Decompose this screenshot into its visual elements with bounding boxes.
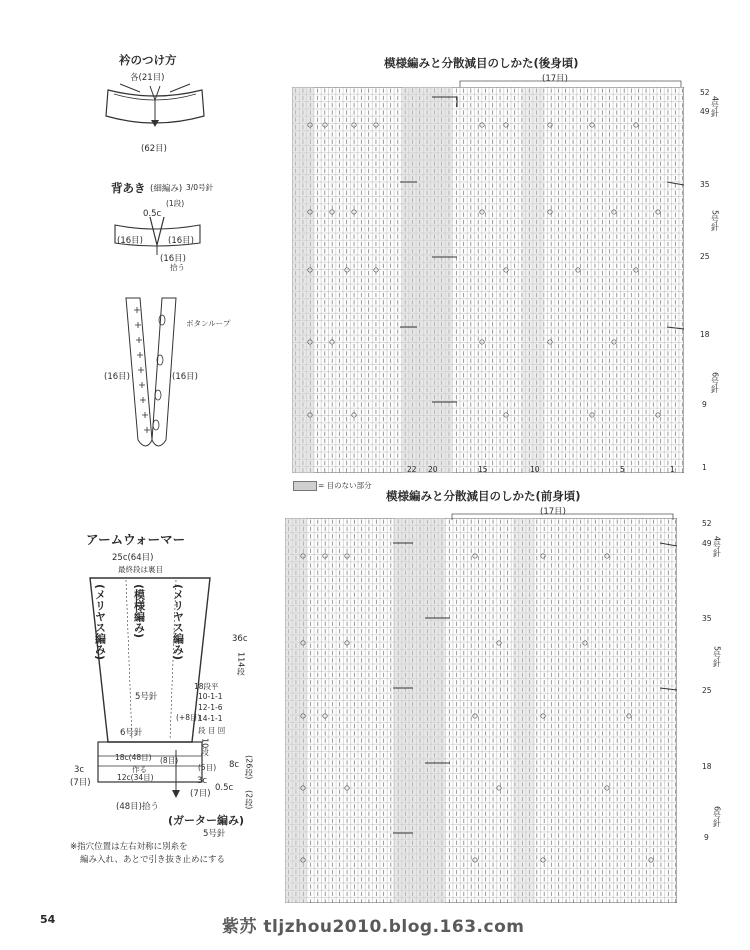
legend-swatch (293, 481, 317, 491)
back-knitting-chart (292, 87, 684, 473)
back-opening-right-count: (16目) (168, 236, 194, 246)
arm-warmer-rows-26: (26段) (244, 755, 254, 780)
back-needle-5: 5号針 (710, 210, 720, 232)
arm-warmer-garter-needle: 5号針 (203, 829, 226, 839)
back-col-15: 15 (478, 465, 488, 474)
back-chart-count: (17目) (542, 74, 568, 84)
legend-text: = 目のない部分 (318, 481, 372, 490)
back-col-10: 10 (530, 465, 540, 474)
front-needle-5: 5号針 (712, 646, 722, 668)
front-chart-title: 模様編みと分散減目のしかた(前身頃) (386, 489, 581, 503)
back-row-1: 1 (702, 463, 707, 472)
arm-warmer-count-34: 12c(34目) (117, 773, 154, 782)
front-row-9: 9 (704, 833, 709, 842)
collar-bottom-count: (62目) (141, 144, 167, 154)
front-row-18: 18 (702, 762, 712, 771)
arm-warmer-rows-10: 10段 (200, 738, 210, 757)
arm-warmer-last-row: 最終段は裏目 (118, 565, 163, 574)
back-col-20: 20 (428, 465, 438, 474)
placket-right-count: (16目) (172, 372, 198, 382)
arm-warmer-eight: (8目) (160, 756, 179, 765)
back-chart-title: 模様編みと分散減目のしかた(後身頃) (384, 56, 579, 70)
arm-warmer-dec-header: 段 目 回 (198, 726, 226, 735)
arm-warmer-title: アームウォーマー (86, 532, 186, 547)
arm-warmer-meriyasu-left: (メリヤス編み) (93, 584, 107, 661)
back-needle-4: 4号針 (710, 96, 720, 118)
arm-warmer-rows-even: 18段平 (194, 682, 219, 691)
back-col-1: 1 (670, 465, 675, 474)
arm-warmer-pointfive: 0.5c (215, 783, 234, 793)
back-opening-title: 背あき (111, 181, 146, 195)
arm-warmer-left-3c: 3c (74, 765, 85, 775)
button-loop-label: ボタンループ (186, 319, 231, 328)
arm-warmer-top-width: 25c(64目) (112, 553, 154, 563)
back-row-49: 49 (700, 107, 710, 116)
arm-warmer-length: 36c (232, 634, 248, 644)
front-row-35: 35 (702, 614, 712, 623)
back-needle-6: 6号針 (710, 372, 720, 394)
back-row-18: 18 (700, 330, 710, 339)
front-knitting-chart (285, 518, 677, 903)
back-opening-pick-word: 拾う (170, 263, 185, 272)
arm-warmer-meriyasu-right: (メリヤス編み) (171, 584, 185, 661)
collar-title: 衿のつけ方 (119, 53, 177, 67)
back-opening-needle: 3/0号針 (186, 183, 214, 192)
back-opening-left-count: (16目) (117, 236, 143, 246)
arm-warmer-right-3c: 3c (197, 776, 208, 786)
back-row-35: 35 (700, 180, 710, 189)
arm-warmer-plus8: (+8目) (176, 713, 201, 722)
arm-warmer-8c: 8c (229, 760, 240, 770)
arm-warmer-garter: (ガーター編み) (168, 814, 245, 827)
arm-warmer-length-rows: 114段 (236, 652, 246, 676)
back-col-22: 22 (407, 465, 417, 474)
back-row-25: 25 (700, 252, 710, 261)
front-chart-count: (17目) (540, 507, 566, 517)
arm-warmer-needle-5: 5号針 (135, 692, 158, 702)
collar-diagram (100, 80, 210, 140)
arm-warmer-note-2: 編み入れ、あとで引き抜き止めにする (80, 855, 226, 865)
collar-each-count: 各(21目) (130, 73, 165, 83)
arm-warmer-left-7: (7目) (70, 778, 91, 788)
back-col-5: 5 (620, 465, 625, 474)
arm-warmer-right-7: (7目) (190, 789, 211, 799)
watermark: 紫苏 tljzhou2010.blog.163.com (222, 917, 525, 937)
arm-warmer-bottom-pick: (48目)拾う (116, 802, 159, 812)
arm-warmer-dec-3: 14-1-1 (198, 714, 223, 723)
front-row-49: 49 (702, 539, 712, 548)
arm-warmer-note-1: ※指穴位置は左右対称に別糸を (70, 842, 188, 852)
front-row-25: 25 (702, 686, 712, 695)
arm-warmer-five: (5目) (198, 763, 217, 772)
page-number: 54 (40, 913, 56, 926)
front-row-52: 52 (702, 519, 712, 528)
back-row-9: 9 (702, 400, 707, 409)
front-needle-6: 6号針 (712, 806, 722, 828)
arm-warmer-dec-2: 12-1-6 (198, 703, 223, 712)
back-opening-pick: (16目) (160, 254, 186, 264)
back-opening-stitch: (細編み) (150, 184, 183, 194)
arm-warmer-make: 作る (132, 765, 147, 774)
back-row-52: 52 (700, 88, 710, 97)
back-opening-row-note: (1段) (166, 199, 185, 208)
placket-left-count: (16目) (104, 372, 130, 382)
arm-warmer-pattern: (模様編み) (132, 584, 146, 639)
arm-warmer-two-rows: (2段) (244, 790, 254, 810)
arm-warmer-dec-1: 10-1-1 (198, 692, 223, 701)
arm-warmer-needle-6: 6号針 (120, 728, 143, 738)
back-opening-size: 0.5c (143, 209, 162, 219)
front-needle-4: 4号針 (712, 536, 722, 558)
arm-warmer-count-48: 18c(48目) (115, 753, 152, 762)
